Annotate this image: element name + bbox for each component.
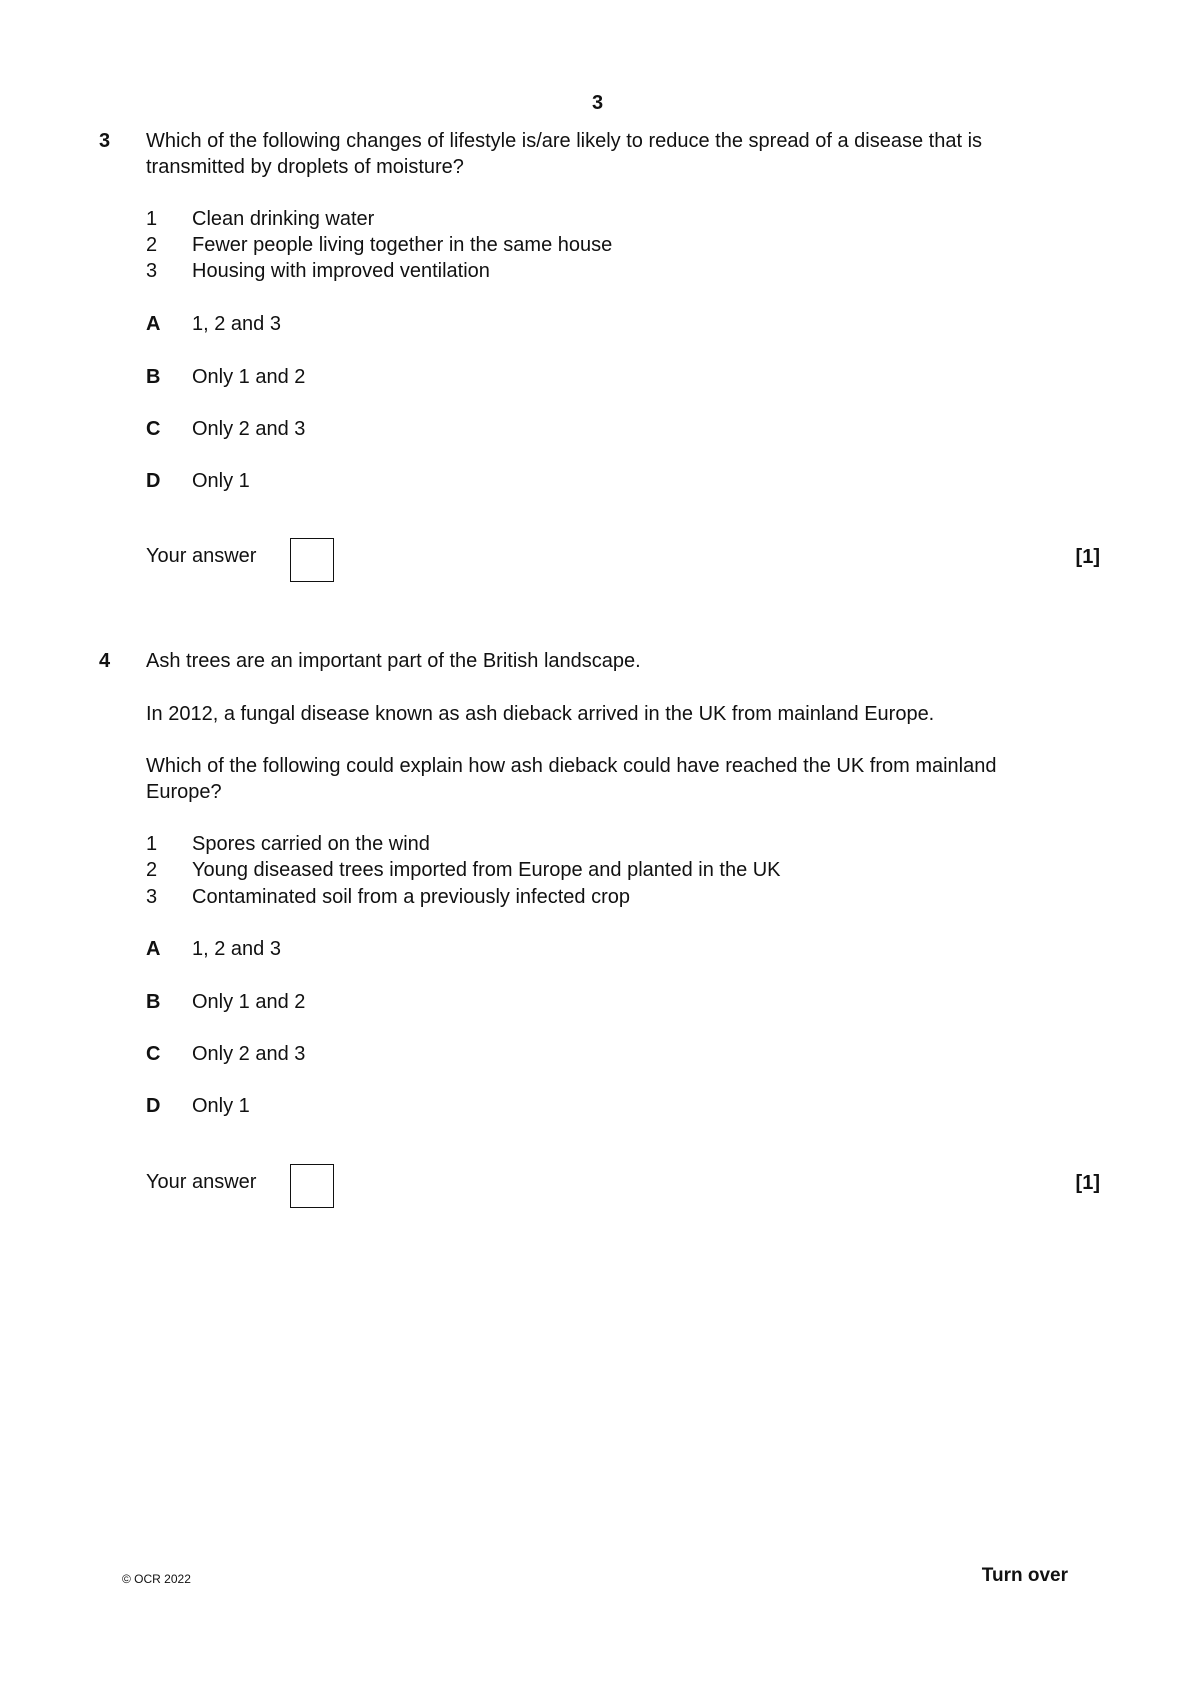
question-stem-line: Europe? [146, 781, 222, 803]
option-letter: B [146, 366, 161, 388]
item-text: Fewer people living together in the same house [192, 234, 613, 256]
item-text: Contaminated soil from a previously infected crop [192, 886, 630, 908]
item-number: 2 [146, 234, 158, 256]
option-text: Only 1 [192, 470, 250, 492]
option-text: Only 1 and 2 [192, 366, 306, 388]
answer-box[interactable] [290, 1164, 334, 1208]
question-intro: Ash trees are an important part of the British landscape. [146, 650, 641, 672]
page-number: 3 [592, 92, 604, 114]
answer-box[interactable] [290, 538, 334, 582]
item-number: 2 [146, 859, 158, 881]
option-letter: A [146, 313, 161, 335]
copyright: © OCR 2022 [122, 1572, 191, 1586]
item-number: 3 [146, 886, 158, 908]
question-number: 3 [99, 130, 111, 152]
question-number: 4 [99, 650, 111, 672]
marks: [1] [1075, 1172, 1100, 1194]
option-text: Only 2 and 3 [192, 418, 306, 440]
item-text: Housing with improved ventilation [192, 260, 490, 282]
question-stem-line: Which of the following could explain how ash dieback could have reached the UK from mainland [146, 755, 997, 777]
option-letter: A [146, 938, 161, 960]
item-text: Spores carried on the wind [192, 833, 430, 855]
turn-over: Turn over [981, 1565, 1068, 1586]
option-text: Only 1 and 2 [192, 991, 306, 1013]
option-letter: D [146, 1095, 161, 1117]
question-stem-line: Which of the following changes of lifestyle is/are likely to reduce the spread of a disease that is [146, 130, 983, 152]
option-letter: C [146, 418, 161, 440]
item-text: Clean drinking water [192, 208, 375, 230]
answer-label: Your answer [146, 545, 257, 567]
option-text: 1, 2 and 3 [192, 313, 281, 335]
item-number: 1 [146, 833, 158, 855]
item-text: Young diseased trees imported from Europe and planted in the UK [192, 859, 781, 881]
option-letter: C [146, 1043, 161, 1065]
item-number: 1 [146, 208, 158, 230]
question-context: In 2012, a fungal disease known as ash dieback arrived in the UK from mainland Europe. [146, 703, 935, 725]
option-letter: B [146, 991, 161, 1013]
option-text: Only 1 [192, 1095, 250, 1117]
question-stem-line: transmitted by droplets of moisture? [146, 156, 464, 178]
option-text: 1, 2 and 3 [192, 938, 281, 960]
item-number: 3 [146, 260, 158, 282]
marks: [1] [1075, 546, 1100, 568]
option-text: Only 2 and 3 [192, 1043, 306, 1065]
answer-label: Your answer [146, 1171, 257, 1193]
option-letter: D [146, 470, 161, 492]
